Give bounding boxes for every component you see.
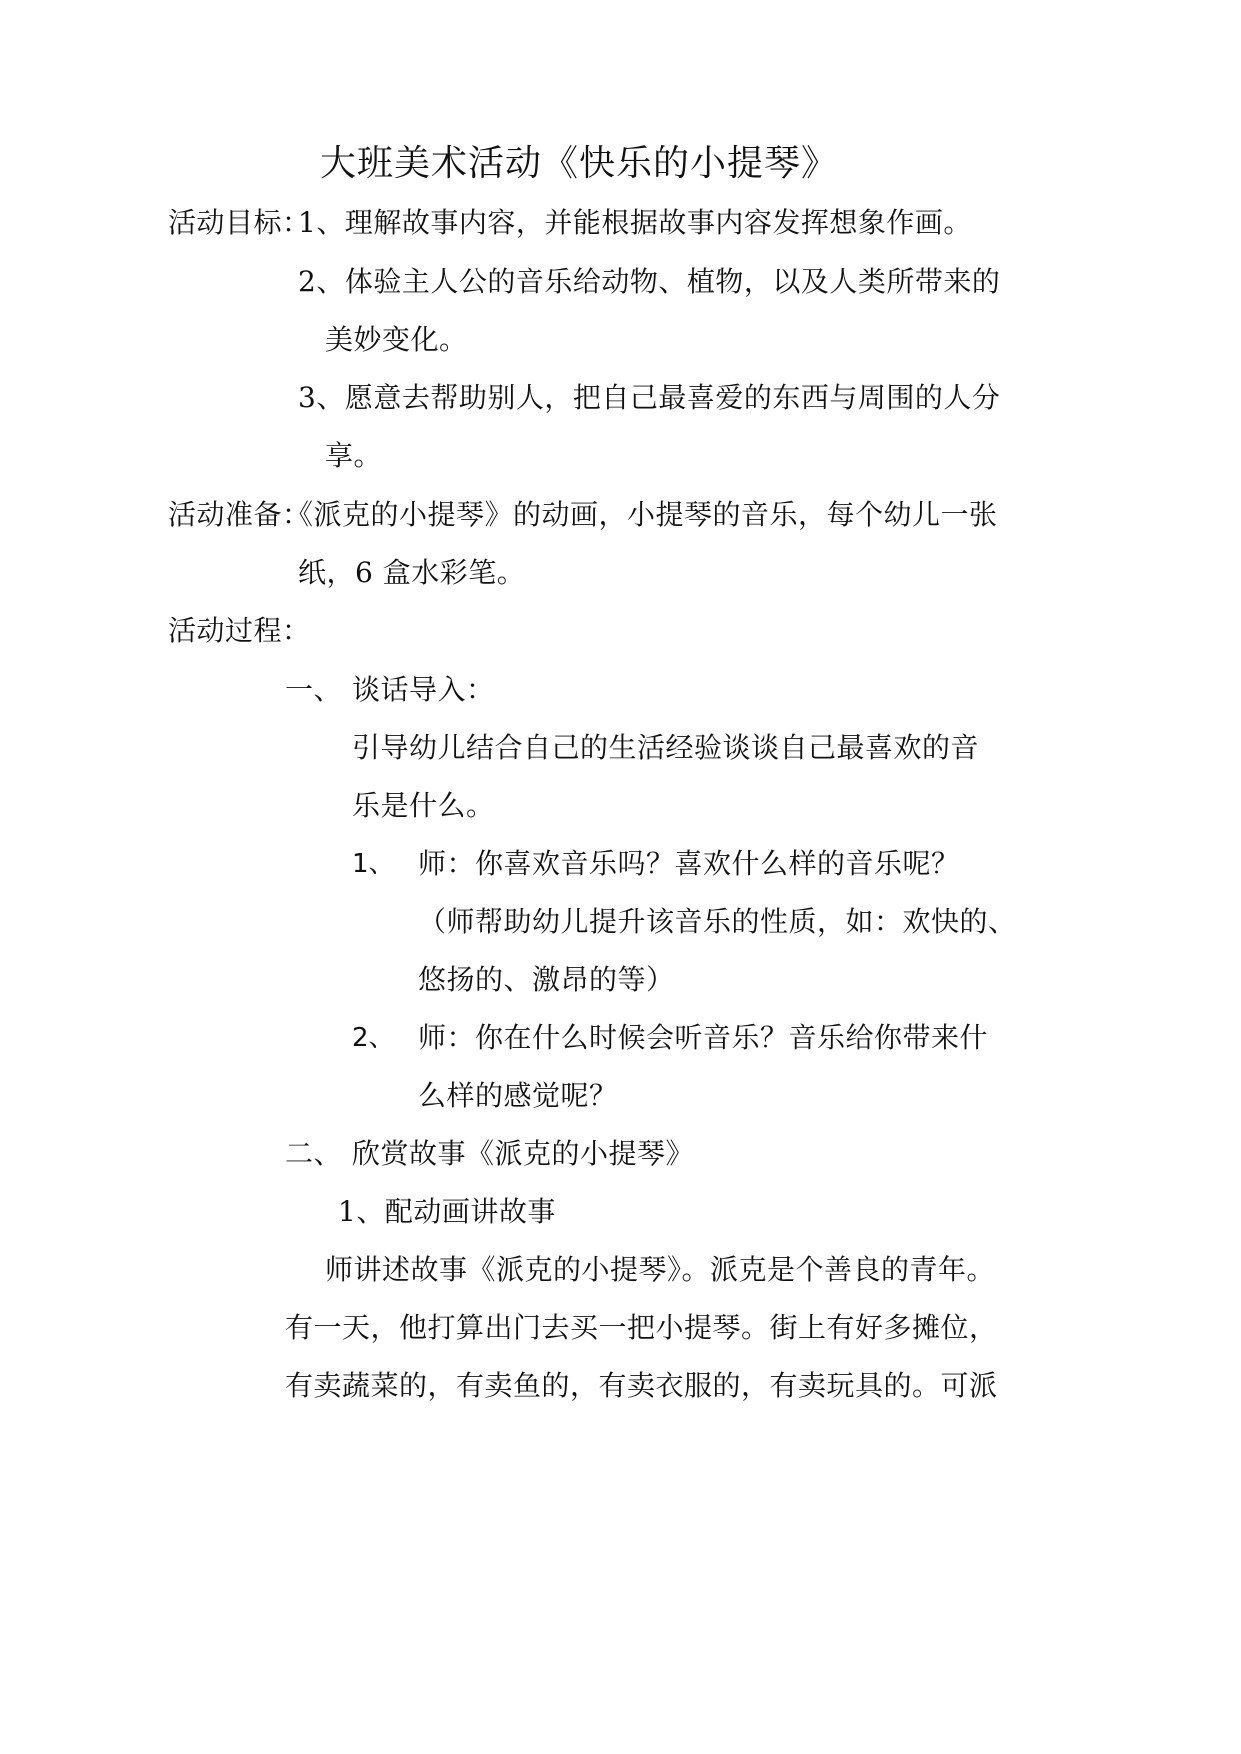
preparation-label: 活动准备： (168, 498, 311, 531)
section-1-intro-line-2: 乐是什么。 (352, 789, 495, 822)
section-1-heading: 谈话导入： (352, 673, 495, 706)
question-1-line-1: 师：你喜欢音乐吗？喜欢什么样的音乐呢？ (418, 847, 960, 880)
goal-item-1: 1、理解故事内容，并能根据故事内容发挥想象作画。 (298, 206, 972, 239)
goal-item-2-line-1: 2、体验主人公的音乐给动物、植物，以及人类所带来的 (298, 265, 1001, 298)
question-2-line-1: 师：你在什么时候会听音乐？音乐给你带来什 (418, 1021, 989, 1054)
section-1-intro-line-1: 引导幼儿结合自己的生活经验谈谈自己最喜欢的音 (352, 731, 980, 764)
story-line-3: 有卖蔬菜的，有卖鱼的，有卖衣服的，有卖玩具的。可派 (285, 1369, 998, 1402)
goal-item-2-line-2: 美妙变化。 (325, 323, 468, 356)
question-1-line-2: （师帮助幼儿提升该音乐的性质，如：欢快的、 (418, 905, 1017, 938)
question-1-line-3: 悠扬的、激昂的等） (418, 963, 675, 996)
story-line-1: 师讲述故事《派克的小提琴》。派克是个善良的青年。 (325, 1253, 996, 1286)
section-2-sub-1: 1、配动画讲故事 (338, 1195, 556, 1228)
question-1-number: 1、 (352, 849, 395, 879)
preparation-line-1: 《派克的小提琴》的动画，小提琴的音乐，每个幼儿一张 (285, 498, 998, 531)
question-2-line-2: 么样的感觉呢？ (418, 1079, 618, 1112)
goal-item-3-line-1: 3、愿意去帮助别人，把自己最喜爱的东西与周围的人分 (298, 381, 1001, 414)
document-title: 大班美术活动《快乐的小提琴》 (320, 143, 839, 184)
question-2-number: 2、 (352, 1023, 395, 1053)
section-1-marker: 一、 (285, 673, 343, 706)
preparation-line-2: 纸，6 盒水彩笔。 (298, 556, 526, 589)
process-label: 活动过程： (168, 614, 311, 647)
story-line-2: 有一天，他打算出门去买一把小提琴。街上有好多摊位， (285, 1311, 998, 1344)
goal-item-3-line-2: 享。 (325, 439, 383, 472)
section-2-heading: 欣赏故事《派克的小提琴》 (352, 1137, 695, 1170)
goals-label: 活动目标： (168, 206, 311, 239)
section-2-marker: 二、 (285, 1137, 343, 1170)
